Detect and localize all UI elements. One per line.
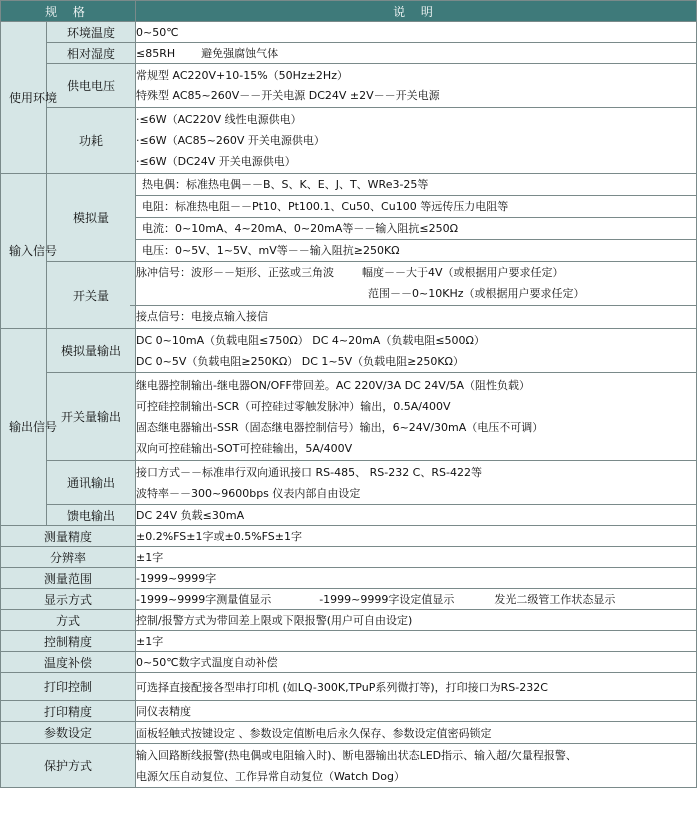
- resolution-value: ±1字: [136, 547, 697, 568]
- param-set-label: 参数设定: [1, 722, 136, 744]
- env-humidity-value: [136, 43, 697, 64]
- temp-comp-value: 0~50℃数字式温度自动补偿: [136, 652, 697, 673]
- output-comm-label: 通讯输出: [47, 461, 136, 505]
- env-humidity-label: 相对湿度: [47, 43, 136, 64]
- header-desc: 说 明: [136, 1, 697, 22]
- header-param: 规 格: [1, 1, 136, 22]
- print-ctrl-label: 打印控制: [1, 673, 136, 701]
- pulse-line-2: [136, 283, 696, 304]
- output-analog-line-1: DC 0~10mA（负载电阻≤750Ω） DC 4~20mA（负载电阻≤500Ω）: [136, 333, 485, 347]
- env-consumption-value: [136, 108, 697, 174]
- protection-label: 保护方式: [1, 744, 136, 788]
- output-switch-line-1: 继电器控制输出-继电器ON/OFF带回差。AC 220V/3A DC 24V/5A（阻性负载）: [136, 378, 531, 392]
- power-line-1: 常规型 AC220V+10-15%（50Hz±2Hz）: [136, 68, 348, 82]
- input-switch-label: 开关量: [47, 262, 136, 329]
- humidity-limit: ≤85RH: [136, 47, 176, 60]
- display-measure: -1999~9999字测量值显示: [136, 593, 272, 606]
- output-analog-line-2: DC 0~5V（负载电阻≥250KΩ） DC 1~5V（负载电阻≥250KΩ）: [136, 354, 464, 368]
- param-set-value: 面板轻触式按键设定 、参数设定值断电后永久保存、参数设定值密码锁定: [136, 722, 697, 744]
- power-line-2: 特殊型 AC85~260V－－开关电源 DC24V ±2V－－开关电源: [136, 88, 440, 102]
- pulse-line-1: [136, 262, 696, 283]
- comm-line-1: 接口方式－－标准串行双向通讯接口 RS-485、 RS-232 C、RS-422等: [136, 465, 482, 479]
- display-value: [136, 589, 697, 610]
- output-switch-line-3: 固态继电器输出-SSR（固态继电器控制信号）输出，6~24V/30mA（电压不可调）: [136, 420, 544, 434]
- output-switch-line-2: 可控硅控制输出-SCR（可控硅过零触发脉冲）输出，0.5A/400V: [136, 399, 451, 413]
- mode-label: 方式: [1, 610, 136, 631]
- mode-value: 控制/报警方式为带回差上限或下限报警(用户可自由设定): [136, 610, 697, 631]
- humidity-note: 避免强腐蚀气体: [201, 47, 279, 60]
- output-comm-value: [136, 461, 697, 505]
- input-analog-value: [136, 174, 697, 262]
- accuracy-label: 测量精度: [1, 526, 136, 547]
- input-switch-value: [136, 262, 697, 329]
- output-switch-value: [136, 373, 697, 461]
- print-accuracy-value: 同仪表精度: [136, 701, 697, 722]
- category-input: 输入信号: [1, 174, 47, 329]
- ctrl-accuracy-value: ±1字: [136, 631, 697, 652]
- pulse-amplitude: 幅度－－大于4V（或根据用户要求任定）: [362, 266, 564, 279]
- input-analog-line-1: 热电偶：标准热电偶－－B、S、K、E、J、T、WRe3-25等: [136, 174, 696, 196]
- header-row: [1, 1, 697, 22]
- comm-line-2: 波特率－－300~9600bps 仪表内部自由设定: [136, 486, 361, 500]
- output-feed-value: DC 24V 负载≤30mA: [136, 505, 697, 526]
- input-analog-label: 模拟量: [47, 174, 136, 262]
- range-label: 测量范围: [1, 568, 136, 589]
- output-switch-line-4: 双向可控硅输出-SOT可控硅输出，5A/400V: [136, 441, 353, 455]
- output-analog-label: 模拟量输出: [47, 329, 136, 373]
- output-analog-value: [136, 329, 697, 373]
- protection-line-2: 电源欠压自动复位、工作异常自动复位（Watch Dog）: [136, 769, 405, 783]
- output-switch-label: 开关量输出: [47, 373, 136, 461]
- display-label: 显示方式: [1, 589, 136, 610]
- pulse-block: [130, 262, 696, 306]
- display-setpoint: -1999~9999字设定值显示: [319, 593, 455, 606]
- print-accuracy-label: 打印精度: [1, 701, 136, 722]
- protection-value: [136, 744, 697, 788]
- display-led: 发光二级管工作状态显示: [494, 593, 616, 606]
- temp-comp-label: 温度补偿: [1, 652, 136, 673]
- protection-line-1: 输入回路断线报警(热电偶或电阻输入时)、断电器输出状态LED指示、输入超/欠量程报警、: [136, 748, 577, 762]
- category-env: 使用环境: [1, 22, 47, 174]
- env-power-label: 供电电压: [47, 64, 136, 108]
- input-analog-line-2: 电阻：标准热电阻－－Pt10、Pt100.1、Cu50、Cu100 等远传压力电阻等: [136, 196, 696, 218]
- env-temp-value: 0~50℃: [136, 22, 697, 43]
- range-value: -1999~9999字: [136, 568, 697, 589]
- input-analog-line-4: 电压：0~5V、1~5V、mV等－－输入阻抗≥250KΩ: [142, 244, 400, 257]
- ctrl-accuracy-label: 控制精度: [1, 631, 136, 652]
- print-ctrl-value: 可选择直接配接各型串打印机 (如LQ-300K,TPuP系列微打等)，打印接口为RS-232C: [136, 673, 697, 701]
- input-analog-line-3: 电流：0~10mA、4~20mA、0~20mA等－－输入阻抗≤250Ω: [136, 218, 696, 240]
- category-output: 输出信号: [1, 329, 47, 526]
- consumption-line-1: ·≤6W（AC220V 线性电源供电）: [136, 113, 302, 126]
- env-temp-label: 环境温度: [47, 22, 136, 43]
- consumption-line-3: ·≤6W（DC24V 开关电源供电）: [136, 155, 296, 168]
- pulse-type: 脉冲信号：波形－－矩形、正弦或三角波: [136, 266, 335, 279]
- pulse-range: 范围－－0~10KHz（或根据用户要求任定）: [368, 287, 585, 300]
- consumption-line-2: ·≤6W（AC85~260V 开关电源供电）: [136, 134, 325, 147]
- env-power-value: [136, 64, 697, 108]
- accuracy-value: ±0.2%FS±1字或±0.5%FS±1字: [136, 526, 697, 547]
- env-consumption-label: 功耗: [47, 108, 136, 174]
- output-feed-label: 馈电输出: [47, 505, 136, 526]
- contact-signal: 接点信号：电接点输入接信: [136, 310, 269, 323]
- resolution-label: 分辨率: [1, 547, 136, 568]
